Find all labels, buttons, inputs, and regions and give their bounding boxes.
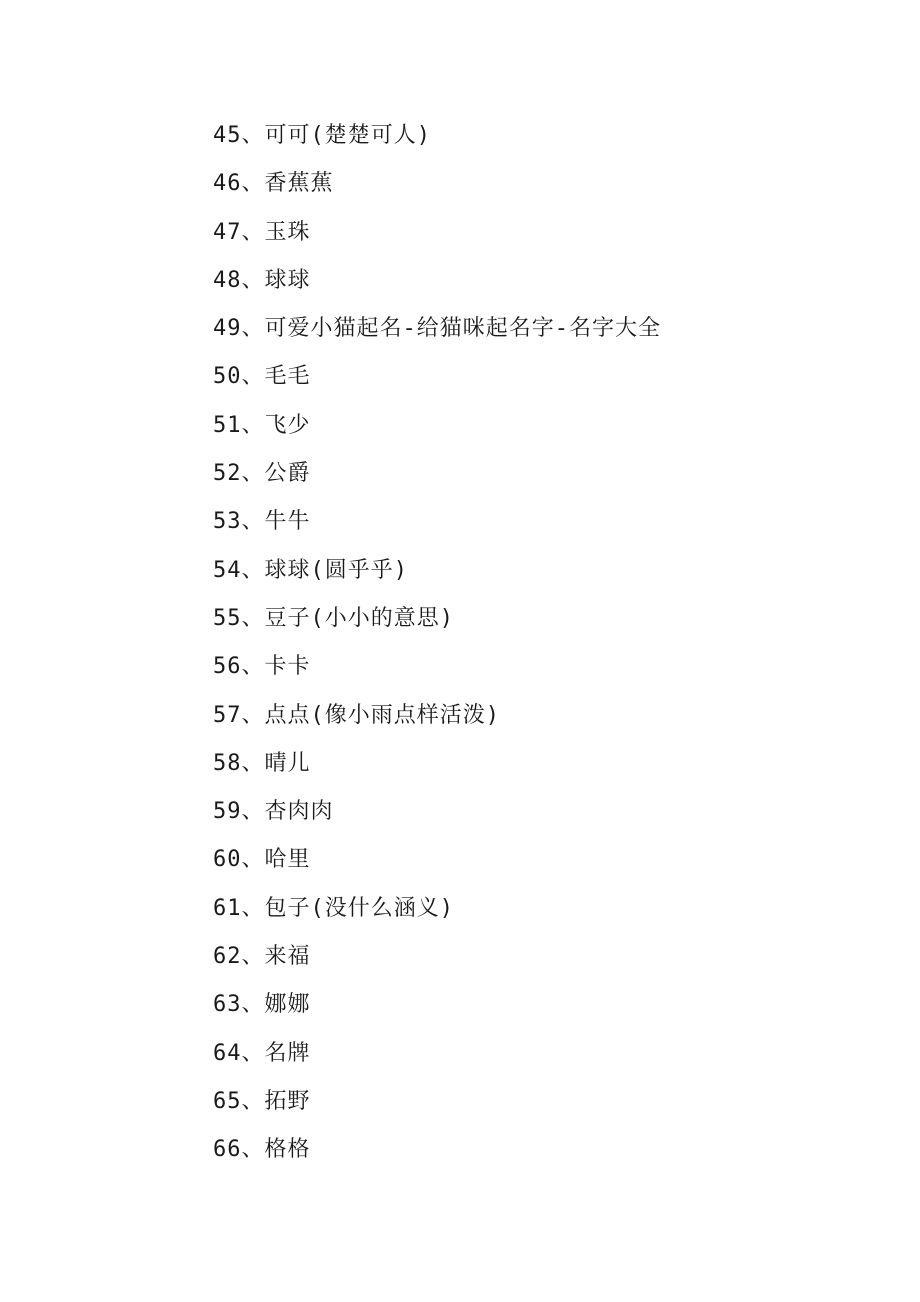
list-item: 57、点点(像小雨点样活泼) xyxy=(213,702,500,728)
list-item: 61、包子(没什么涵义) xyxy=(213,895,454,921)
list-item: 51、飞少 xyxy=(213,412,311,438)
list-item: 47、玉珠 xyxy=(213,219,311,245)
list-item: 48、球球 xyxy=(213,267,311,293)
list-item: 54、球球(圆乎乎) xyxy=(213,557,408,583)
list-item: 46、香蕉蕉 xyxy=(213,171,334,197)
list-item: 60、哈里 xyxy=(213,847,311,873)
list-item: 45、可可(楚楚可人) xyxy=(213,123,431,148)
list-item: 63、娜娜 xyxy=(213,992,311,1018)
list-item: 55、豆子(小小的意思) xyxy=(213,605,454,631)
list-item: 64、名牌 xyxy=(213,1040,311,1066)
list-item: 56、卡卡 xyxy=(213,654,311,680)
cat-name-list xyxy=(213,112,661,1175)
list-item: 65、拓野 xyxy=(213,1088,311,1114)
list-item: 52、公爵 xyxy=(213,461,311,487)
list-item: 62、来福 xyxy=(213,944,311,970)
list-item: 66、格格 xyxy=(213,1137,311,1163)
list-item: 50、毛毛 xyxy=(213,364,311,390)
list-item: 59、杏肉肉 xyxy=(213,799,334,825)
list-item: 53、牛牛 xyxy=(213,509,311,535)
list-item: 49、可爱小猫起名-给猫咪起名字-名字大全 xyxy=(213,316,661,342)
list-item: 58、晴儿 xyxy=(213,750,311,776)
